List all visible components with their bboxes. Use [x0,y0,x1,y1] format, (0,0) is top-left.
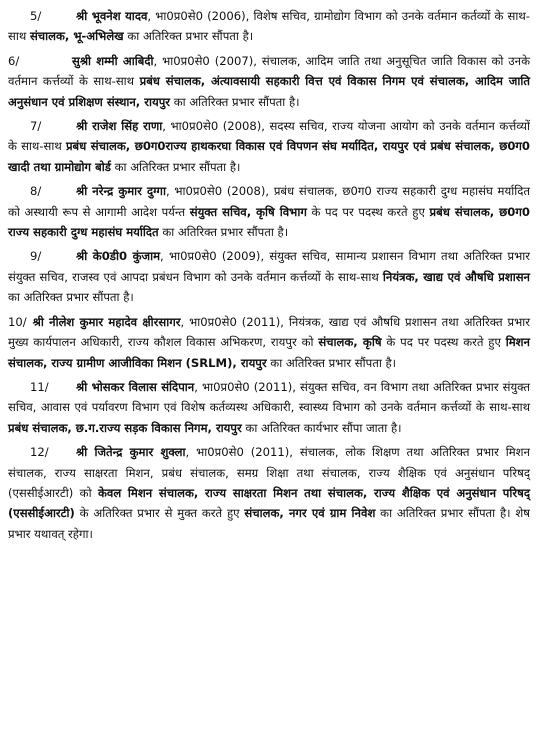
entry-emphasis: प्रबंध संचालक, छ.ग.राज्य सड़क विकास निगम, रायपुर [8,420,242,435]
officer-name: श्री के0डी0 कुंजाम [76,249,161,264]
officer-name: श्री नरेन्द्र कुमार दुग्गा [76,184,166,199]
entry-text: का अतिरिक्त प्रभार सौंपता है। [266,355,397,370]
entry-text: , भा0प्र0से0 (2008), सदस्य सचिव, राज्य योजना आयोग को उनके वर्तमान कर्त्तव्यों के साथ-साथ [8,119,530,154]
officer-name: सुश्री शम्मी आबिदी [72,53,154,68]
order-entry-9 [8,246,530,307]
entry-text: , भा0प्र0से0 (2007), संचालक, आदिम जाति तथा अनुसूचित जाति विकास को उनके वर्तमान कर्त्तव्यों के साथ-साथ [8,53,530,89]
entry-text: का अतिरिक्त प्रभार सौंपता है। [123,29,254,44]
entry-emphasis: प्रबंध संचालक, छ0ग0राज्य हाथकरघा विकास एवं विपणन संघ मर्यादित, रायपुर एवं प्रबंध संचालक, छ0ग0 खादी तथा ग्रामोद्योग बोर्ड [8,139,530,174]
order-entry-12 [8,442,530,544]
entry-emphasis: संचालक, कृषि [318,335,382,350]
officer-name: श्री जितेन्द्र कुमार शुक्ला [76,445,186,460]
entry-text: का अतिरिक्त कार्यभार सौंपा जाता है। [241,420,402,435]
entry-emphasis: प्रबंध संचालक, अंत्यावसायी सहकारी वित्त एवं विकास निगम एवं संचालक, आदिम जाति अनुसंधान एवं प्रशिक्षण संस्थान, रायपुर [8,74,530,109]
order-entry-6 [8,51,530,112]
entry-text: , भा0प्र0से0 (2006), विशेष सचिव, ग्रामोद्योग विभाग को उनके वर्तमान कर्तव्यों के साथ-साथ [8,9,530,44]
entry-text: का अतिरिक्त प्रभार सौंपता है। [8,290,134,305]
entry-text: के अतिरिक्त प्रभार से मुक्त करते हुए [74,506,245,521]
entry-text: , भा0प्र0से0 (2011), संयुक्त सचिव, वन विभाग तथा अतिरिक्त प्रभार संयुक्त सचिव, आवास एवं पर्यावरण विभाग एवं विशेष कर्तव्यस्थ अधिकारी, स्वास्थ्य विभाग को उनके वर्तमान कर्त्तव्यों के साथ-साथ [8,379,530,415]
entry-emphasis: संयुक्त सचिव, कृषि विभाग [189,204,307,219]
entry-emphasis: संचालक, नगर एवं ग्राम निवेश [244,506,376,521]
entry-text: के पद पर पदस्थ करते हुए [306,204,430,219]
entry-number: 9/ [30,249,42,264]
entry-emphasis: नियंत्रक, खाद्य एवं औषधि प्रशासन [382,269,530,284]
officer-name: श्री भोसकर विलास संदिपान [76,379,195,394]
order-entry-5 [8,6,530,47]
officer-name: श्री भूवनेश यादव [76,9,148,23]
entry-text: के पद पर पदस्थ करते हुए [381,335,506,350]
entry-emphasis: प्रबंध संचालक, छ0ग0 राज्य सहकारी दुग्ध महासंघ मर्यादित [8,204,530,240]
entry-number: 12/ [30,445,49,460]
entry-text: का अतिरिक्त प्रभार सौंपता है। [158,225,289,240]
entry-number: 11/ [30,379,49,394]
order-entry-8 [8,181,530,242]
entry-number: 7/ [30,119,42,134]
entry-number: 8/ [30,184,42,199]
entry-number: 6/ [8,53,20,68]
order-entry-10 [8,312,530,373]
entry-number: 10/ [8,314,27,329]
entry-number: 5/ [30,9,42,23]
entry-emphasis: केवल मिशन संचालक, राज्य साक्षरता मिशन तथा संचालक, राज्य शैक्षिक एवं अनुसंधान परिषद् (एससीईआरटी) [8,485,530,521]
entry-text: , भा0प्र0से0 (2008), प्रबंध संचालक, छ0ग0 राज्य सहकारी दुग्ध महासंघ मर्यादित को अस्थायी रूप से आगामी आदेश पर्यन्त [8,184,530,219]
order-entry-11 [8,377,530,438]
entry-text: , भा0प्र0से0 (2011), संचालक, लोक शिक्षण तथा अतिरिक्त प्रभार मिशन संचालक, राज्य साक्षरता मिशन, प्रबंध संचालक, समग्र शिक्षा तथा संचालक, राज्य शैक्षिक एवं अनुसंधान परिषद् (एससीईआरटी) को [8,445,530,500]
officer-name: श्री नीलेश कुमार महादेव क्षीरसागर [32,314,181,329]
entry-text: , भा0प्र0से0 (2009), संयुक्त सचिव, सामान्य प्रशासन विभाग तथा अतिरिक्त प्रभार संयुक्त सचिव, राजस्व एवं आपदा प्रबंधन विभाग को उनके वर्तमान कर्त्तव्यों के साथ-साथ [8,249,530,284]
entry-text: का अतिरिक्त प्रभार सौंपता है। शेष प्रभार यथावत् रहेगा। [8,506,530,541]
officer-name: श्री राजेश सिंह राणा [76,119,163,134]
entry-emphasis: मिशन संचालक, राज्य ग्रामीण आजीविका मिशन (SRLM), रायपुर [8,335,530,370]
entry-text: , भा0प्र0से0 (2011), नियंत्रक, खाद्य एवं औषधि प्रशासन तथा अतिरिक्त प्रभार मुख्य कार्यपालन अधिकारी, राज्य कौशल विकास अभिकरण, रायपुर को [8,314,530,350]
order-entry-7 [8,116,530,177]
entry-text: का अतिरिक्त प्रभार सौंपता है। [170,94,300,109]
entry-emphasis: संचालक, भू-अभिलेख [29,29,124,44]
entry-text: का अतिरिक्त प्रभार सौंपता है। [110,159,241,174]
